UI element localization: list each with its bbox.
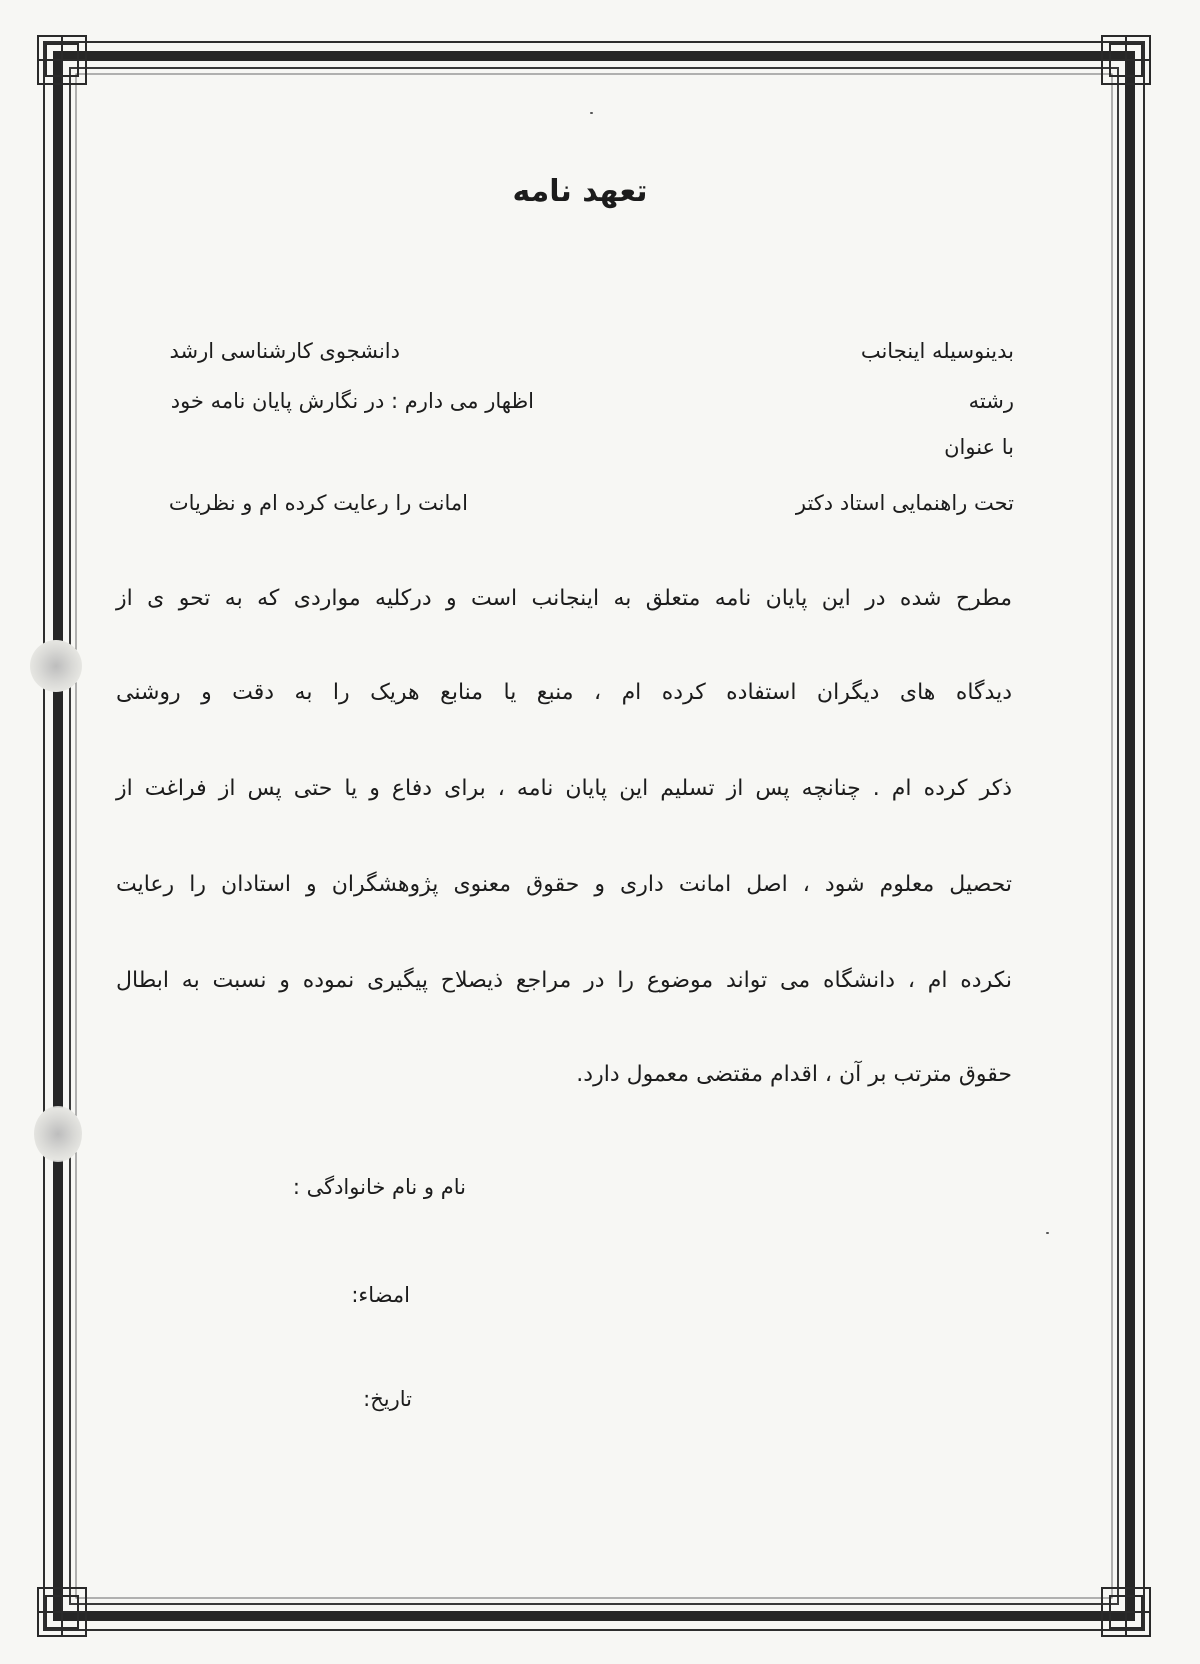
supervisor-label: تحت راهنمایی استاد دکتر [795, 491, 1014, 515]
body-line-4: تحصیل معلوم شود ، اصل امانت داری و حقوق معنوی پژوهشگران و استادان را رعایت [116, 872, 1012, 897]
body-line-2: دیدگاه های دیگران استفاده کرده ام ، منبع یا منابع هریک را به دقت و روشنی [116, 680, 1012, 705]
date-label: تاریخ: [363, 1387, 412, 1411]
declaration-label: اظهار می دارم : در نگارش پایان نامه خود [170, 389, 534, 413]
body-line-6: حقوق مترتب بر آن ، اقدام مقتضی معمول دارد. [576, 1062, 1012, 1087]
honesty-statement: امانت را رعایت کرده ام و نظریات [168, 491, 468, 515]
full-name-label: نام و نام خانوادگی : [292, 1175, 466, 1199]
thesis-title-label: با عنوان [944, 435, 1014, 459]
field-label: رشته [968, 389, 1014, 413]
intro-label: بدینوسیله اینجانب [860, 339, 1014, 363]
body-line-1: مطرح شده در این پایان نامه متعلق به اینجانب است و درکلیه مواردی که به تحو ی از [116, 586, 1012, 611]
degree-label: دانشجوی کارشناسی ارشد [169, 339, 400, 363]
body-line-3: ذکر کرده ام . چنانچه پس از تسلیم این پایان نامه ، برای دفاع و یا حتی پس از فراغت از [116, 776, 1012, 801]
document-title: تعهد نامه [512, 174, 648, 209]
body-line-5: نکرده ام ، دانشگاه می تواند موضوع را در مراجع ذیصلاح پیگیری نموده و نسبت به ابطال [116, 968, 1012, 993]
signature-label: امضاء: [351, 1283, 410, 1307]
